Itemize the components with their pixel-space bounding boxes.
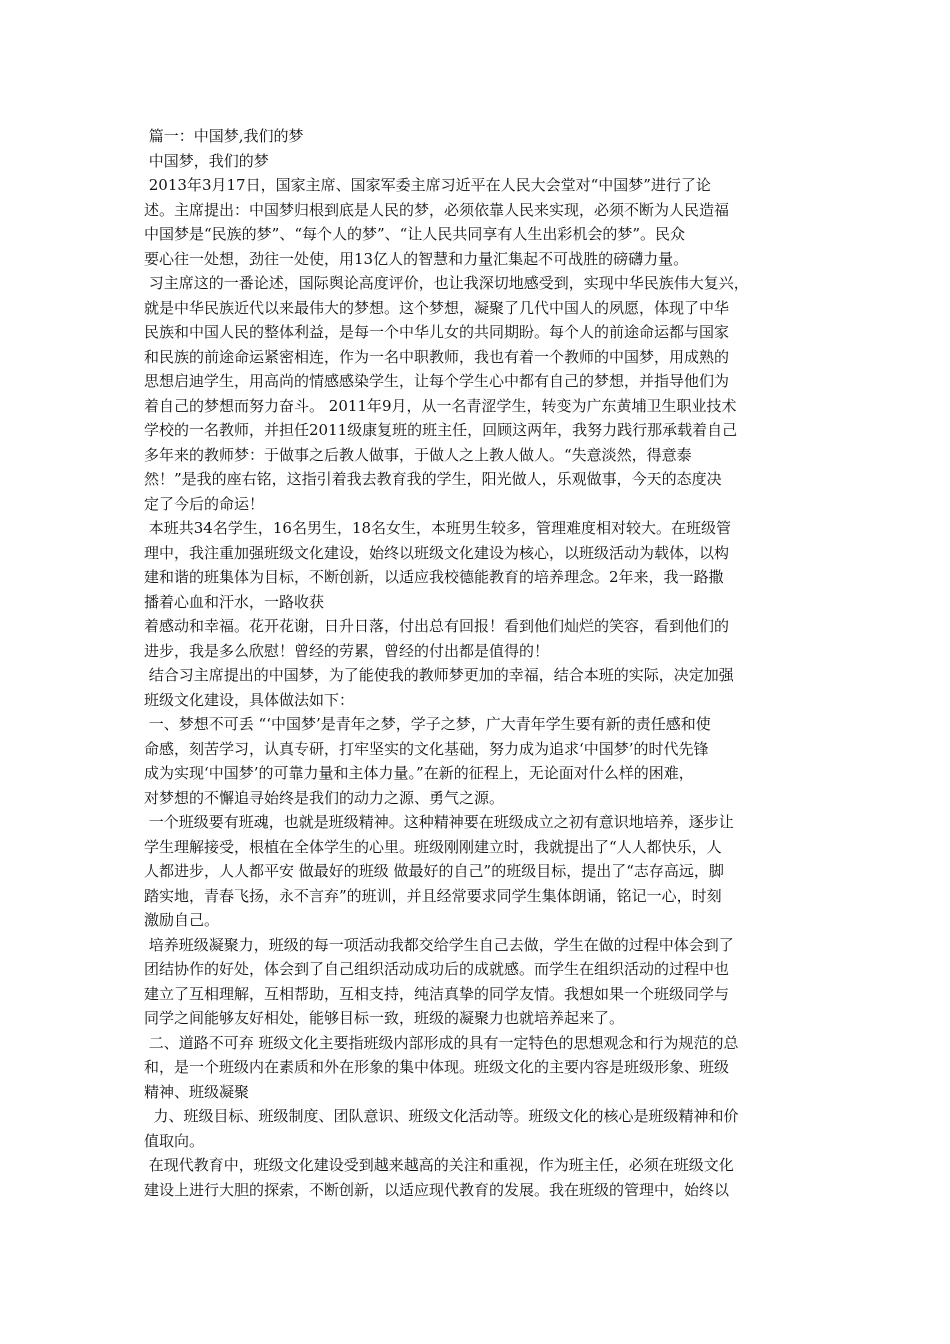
text-line: 踏实地，青春飞扬，永不言弃”的班训，并且经常要求同学生集体朗诵，铭记一心，时刻 [144, 886, 722, 905]
text-line: 和，是一个班级内在素质和外在形象的集中体现。班级文化的主要内容是班级形象、班级 [144, 1058, 730, 1076]
text-line: 学校的一名教师，并担任2011级康复班的班主任，回顾这两年，我努力践行那承载着自己 [144, 421, 738, 439]
text-line: 一个班级要有班魂，也就是班级精神。这种精神要在班级成立之初有意识地培养，逐步让 [144, 813, 734, 831]
text-line: 结合习主席提出的中国梦，为了能使我的教师梦更加的幸福，结合本班的实际，决定加强 [144, 666, 734, 684]
text-line: 团结协作的好处，体会到了自己组织活动成功后的成就感。而学生在组织活动的过程中也 [144, 960, 730, 978]
text-line: 播着心血和汗水，一路收获 [144, 592, 325, 611]
text-line: 一、梦想不可丢 “‘中国梦’是青年之梦，学子之梦，广大青年学生要有新的责任感和使 [144, 715, 711, 733]
text-line: 建立了互相理解，互相帮助，互相支持，纯洁真挚的同学友情。我想如果一个班级同学与 [144, 984, 730, 1003]
text-line: 命感，刻苦学习，认真专研，打牢坚实的文化基础，努力成为追求‘中国梦’的时代先锋 [144, 739, 709, 758]
document-body [144, 124, 814, 1202]
text-line: 篇一：中国梦,我们的梦 [144, 127, 304, 145]
text-line: 着感动和幸福。花开花谢，日升日落，付出总有回报！看到他们灿烂的笑容，看到他们的 [144, 617, 730, 635]
text-line: 多年来的教师梦：于做事之后教人做事，于做人之上教人做人。“失意淡然，得意泰 [144, 445, 692, 464]
text-line: 激励自己。 [144, 911, 220, 929]
text-line: 述。主席提出：中国梦归根到底是人民的梦，必须依靠人民来实现，必须不断为人民造福 [144, 200, 730, 219]
text-line: 成为实现‘中国梦’的可靠力量和主体力量。”在新的征程上，无论面对什么样的困难， [144, 764, 694, 782]
text-line: 学生理解接受，根植在全体学生的心里。班级刚刚建立时，我就提出了“人人都快乐，人 [144, 837, 722, 856]
text-line: 精神、班级凝聚 [144, 1082, 250, 1101]
text-line: 中国梦，我们的梦 [144, 151, 269, 170]
text-line: 理中，我注重加强班级文化建设，始终以班级文化建设为核心，以班级活动为载体，以构 [144, 543, 730, 562]
text-line: 着自己的梦想而努力奋斗。 2011年9月，从一名青涩学生，转变为广东黄埔卫生职业技术 [144, 396, 737, 415]
text-line: 对梦想的不懈追寻始终是我们的动力之源、勇气之源。 [144, 788, 505, 807]
text-line: 人都进步，人人都平安 做最好的班级 做最好的自己”的班级目标，提出了“志存高远，脚 [144, 862, 724, 880]
text-line: 班级文化建设，具体做法如下： [144, 690, 355, 709]
text-line: 就是中华民族近代以来最伟大的梦想。这个梦想，凝聚了几代中国人的夙愿，体现了中华 [144, 298, 730, 317]
text-line: 培养班级凝聚力，班级的每一项活动我都交给学生自己去做，学生在做的过程中体会到了 [144, 935, 734, 954]
text-line: 二、道路不可弃 班级文化主要指班级内部形成的具有一定特色的思想观念和行为规范的总 [144, 1033, 739, 1052]
text-line: 同学之间能够友好相处，能够目标一致，班级的凝聚力也就培养起来了。 [144, 1009, 625, 1027]
text-line: 在现代教育中，班级文化建设受到越来越高的关注和重视，作为班主任，必须在班级文化 [144, 1156, 734, 1174]
text-line: 中国梦是“民族的梦”、“每个人的梦”、“让人民共同享有人生出彩机会的梦”。民众 [144, 225, 686, 243]
text-line: 2013年3月17日，国家主席、国家军委主席习近平在人民大会堂对“中国梦”进行了论 [144, 176, 711, 194]
text-line: 力、班级目标、班级制度、团队意识、班级文化活动等。班级文化的核心是班级精神和价 [144, 1107, 739, 1125]
text-line: 本班共34名学生，16名男生，18名女生，本班男生较多，管理难度相对较大。在班级管 [144, 519, 732, 537]
text-line: 民族和中国人民的整体利益，是每一个中华儿女的共同期盼。每个人的前途命运都与国家 [144, 323, 730, 341]
text-line: 习主席这的一番论述，国际舆论高度评价，也让我深切地感受到，实现中华民族伟大复兴， [144, 274, 749, 292]
text-line: 值取向。 [144, 1131, 205, 1150]
text-line: 建和谐的班集体为目标，不断创新，以适应我校德能教育的培养理念。2年来，我一路撒 [144, 568, 724, 586]
text-line: 然！”是我的座右铭，这指引着我去教育我的学生，阳光做人，乐观做事，今天的态度决 [144, 470, 722, 488]
text-line: 进步，我是多么欣慰！曾经的劳累，曾经的付出都是值得的！ [144, 641, 550, 660]
text-line: 建设上进行大胆的探索，不断创新，以适应现代教育的发展。我在班级的管理中，始终以 [144, 1180, 730, 1199]
text-line: 思想启迪学生，用高尚的情感感染学生，让每个学生心中都有自己的梦想，并指导他们为 [144, 372, 730, 390]
text-line: 定了今后的命运！ [144, 494, 265, 513]
text-line: 和民族的前途命运紧密相连，作为一名中职教师，我也有着一个教师的中国梦，用成熟的 [144, 347, 730, 366]
text-line: 要心往一处想，劲往一处使，用13亿人的智慧和力量汇集起不可战胜的磅礴力量。 [144, 249, 689, 268]
